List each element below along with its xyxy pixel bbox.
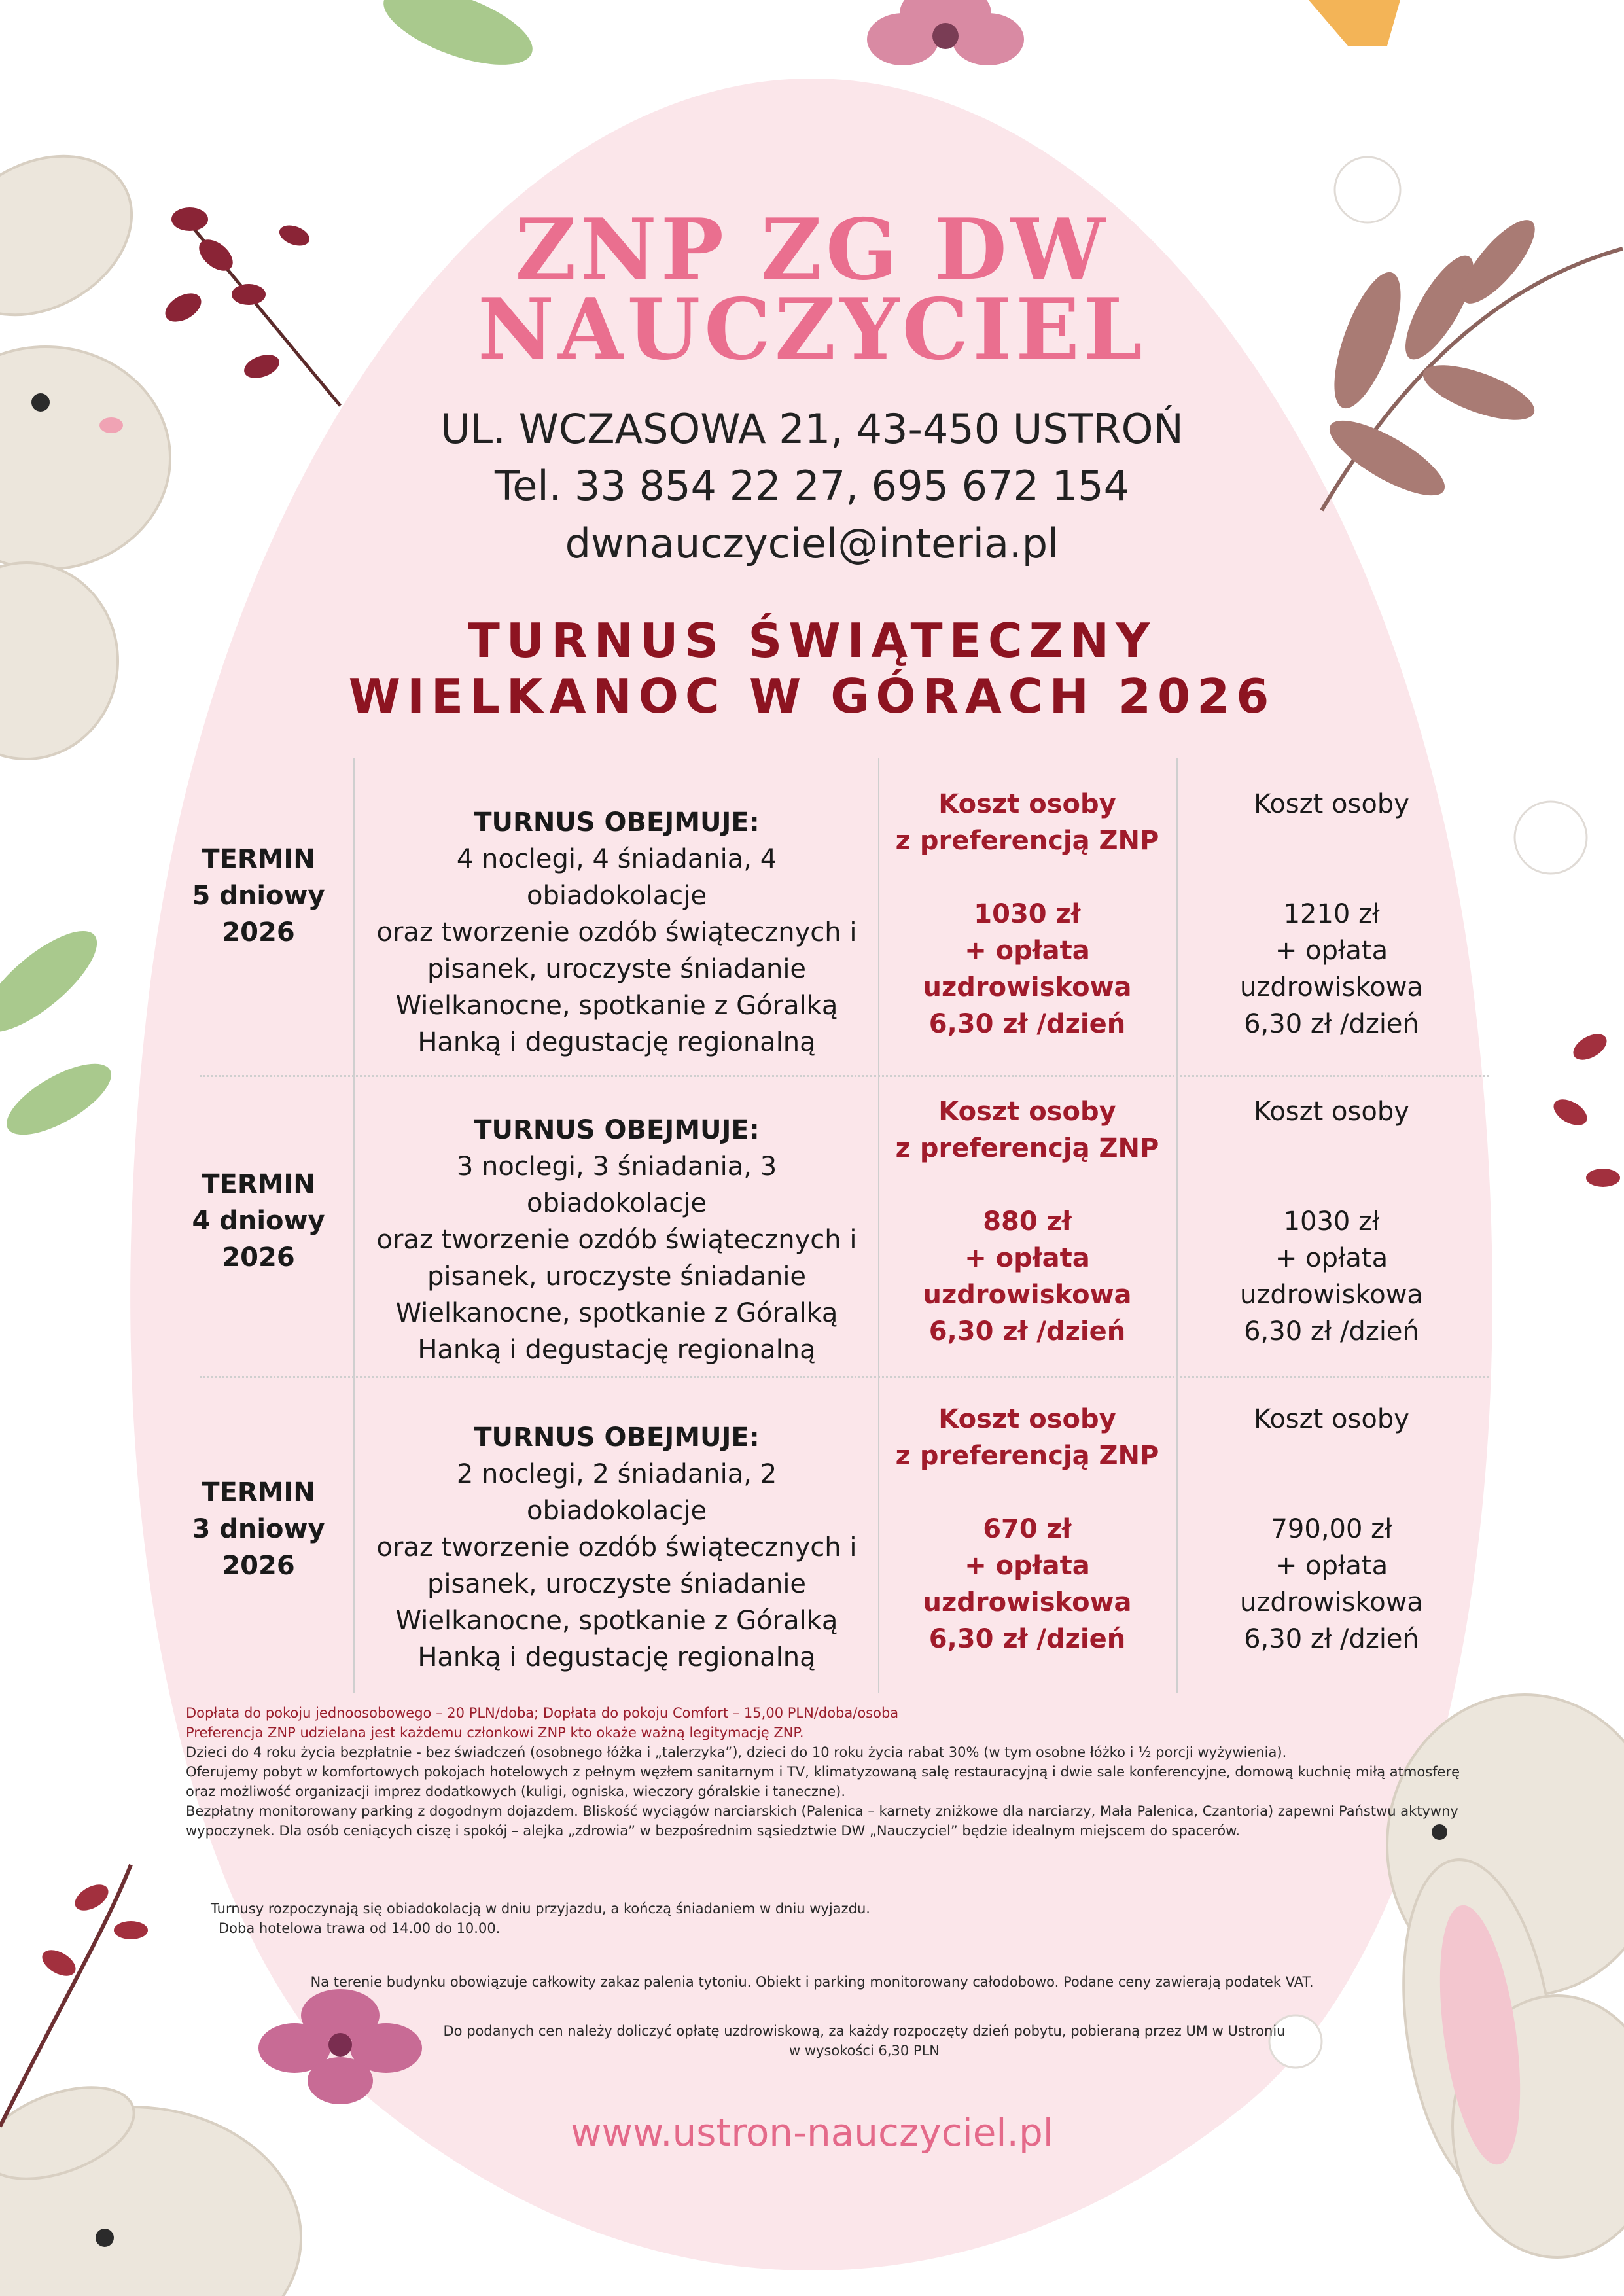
- website-link[interactable]: www.ustron-nauczyciel.pl: [571, 2110, 1053, 2155]
- title-line-1: ZNP ZG DW: [515, 201, 1109, 299]
- title-line-2: NAUCZYCIEL: [478, 281, 1146, 379]
- includes-cell: TURNUS OBEJMUJE: 4 noclegi, 4 śniadania, 4 obiadokolacje oraz tworzenie ozdób świątecznych i pisanek, uroczyste śniadanie Wielkanocne, spotkanie z Góralką Hanką i degustację regionalną: [376, 807, 857, 1057]
- notes-spa-fee: Do podanych cen należy doliczyć opłatę uzdrowiskową, za każdy rozpoczęty dzień pobytu, pobieraną przez UM w Ustroniu w wysokości 6,30 PLN: [443, 2023, 1286, 2058]
- phone[interactable]: Tel. 33 854 22 27, 695 672 154: [494, 462, 1130, 510]
- row-divider: [200, 1075, 1489, 1077]
- table-divider: [1176, 758, 1178, 1693]
- table-divider: [353, 758, 355, 1693]
- term-cell: TERMIN 4 dniowy 2026: [192, 1169, 325, 1273]
- bunny-illustration-bottom-left: [0, 2070, 301, 2296]
- orange-flower-top: [1309, 0, 1400, 46]
- notes-smoking: Na terenie budynku obowiązuje całkowity zakaz palenia tytoniu. Obiekt i parking monitorowany całodobowo. Podane ceny zawierają podatek VAT.: [310, 1974, 1314, 1990]
- berry-branch-right: [1549, 1029, 1620, 1187]
- znp-price-cell: Koszt osoby z preferencją ZNP 1030 zł + opłata uzdrowiskowa 6,30 zł /dzień: [895, 789, 1159, 1039]
- email[interactable]: dwnauczyciel@interia.pl: [565, 520, 1059, 567]
- heading-line-1: TURNUS ŚWIĄTECZNY: [467, 613, 1157, 668]
- pink-flower-top: [867, 0, 1024, 65]
- notes-turnus: Turnusy rozpoczynają się obiadokolacją w dniu przyjazdu, a kończą śniadaniem w dniu wyjazdu.: [211, 1901, 870, 1916]
- standard-price-cell: Koszt osoby 1210 zł + opłata uzdrowiskowa 6,30 zł /dzień: [1240, 789, 1423, 1039]
- heading-line-2: WIELKANOC W GÓRACH 2026: [348, 669, 1276, 724]
- znp-price-cell: Koszt osoby z preferencją ZNP 880 zł + opłata uzdrowiskowa 6,30 zł /dzień: [895, 1097, 1159, 1347]
- includes-cell: TURNUS OBEJMUJE: 2 noclegi, 2 śniadania, 2 obiadokolacje oraz tworzenie ozdób świątecznych i pisanek, uroczyste śniadanie Wielkanocne, spotkanie z Góralką Hanką i degustację regionalną: [376, 1422, 857, 1672]
- bunny-eye-bottom-left: [96, 2229, 114, 2247]
- term-cell: TERMIN 3 dniowy 2026: [192, 1477, 325, 1581]
- includes-cell: TURNUS OBEJMUJE: 3 noclegi, 3 śniadania, 3 obiadokolacje oraz tworzenie ozdób świątecznych i pisanek, uroczyste śniadanie Wielkanocne, spotkanie z Góralką Hanką i degustację regionalną: [376, 1115, 857, 1365]
- term-cell: TERMIN 5 dniowy 2026: [192, 844, 325, 947]
- table-divider: [878, 758, 879, 1693]
- notes-block: Dopłata do pokoju jednoosobowego – 20 PLN/doba; Dopłata do pokoju Comfort – 15,00 PLN/doba/osoba Preferencja ZNP udzielana jest każdemu członkowi ZNP kto okaże ważną legitymację ZNP. Dzieci do 4 roku życia bezpłatnie - bez świadczeń (osobnego łóżka i „talerzyka”), dzieci do 10 roku życia rabat 30% (w tym osobne łóżko i ½ porcji wyżywienia). Oferujemy pobyt w komfortowych pokojach hotelowych z pełnym węzłem sanitarnym i TV, klimatyzowaną salę restauracyjną i dwie sale konferencyjne, domową kuchnię miłą atmosferę oraz możliwość organizacji imprez dodatkowych (kuligi, ogniska, wieczory góralskie i taneczne). Bezpłatny monitorowany parking z dogodnym dojazdem. Bliskość wyciągów narciarskich (Palenica – karnety zniżkowe dla narciarzy, Mała Palenica, Czantoria) zapewni Państwu aktywny wypoczynek. Dla osób ceniących ciszę i spokój – alejka „zdrowia” w bezpośrednim sąsiedztwie DW „Nauczyciel” będzie idealnym miejscem do spacerów.: [186, 1705, 1460, 1839]
- row-divider: [200, 1376, 1489, 1378]
- address: UL. WCZASOWA 21, 43-450 USTROŃ: [440, 405, 1184, 453]
- znp-price-cell: Koszt osoby z preferencją ZNP 670 zł + opłata uzdrowiskowa 6,30 zł /dzień: [895, 1404, 1159, 1654]
- berry-branch-bottom-left: [0, 1865, 148, 2127]
- standard-price-cell: Koszt osoby 1030 zł + opłata uzdrowiskowa 6,30 zł /dzień: [1240, 1097, 1423, 1347]
- notes-hotel-day: Doba hotelowa trawa od 14.00 do 10.00.: [219, 1920, 501, 1936]
- standard-price-cell: Koszt osoby 790,00 zł + opłata uzdrowiskowa 6,30 zł /dzień: [1240, 1404, 1423, 1654]
